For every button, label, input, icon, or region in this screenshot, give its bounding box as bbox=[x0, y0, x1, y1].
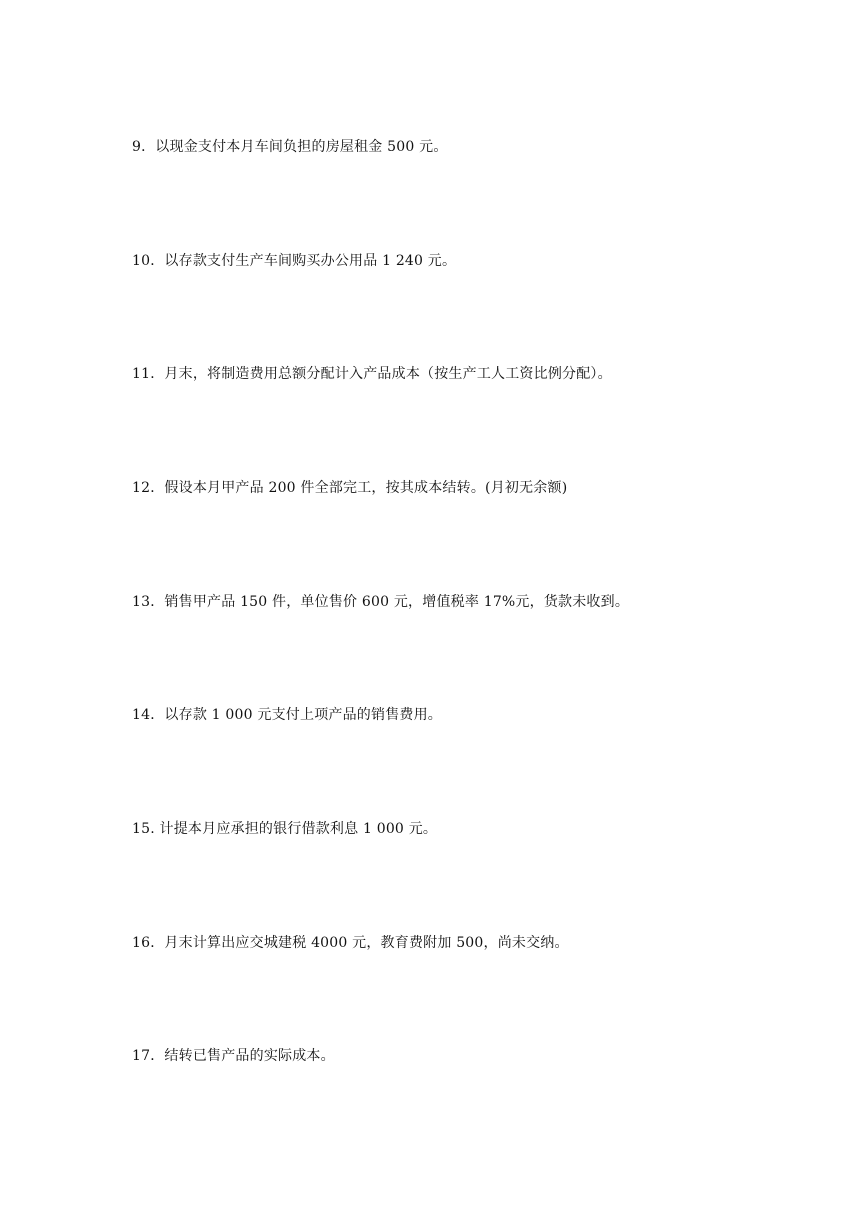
exercise-item-14: 14．以存款 1 000 元支付上项产品的销售费用。 bbox=[132, 707, 442, 723]
exercise-item-15: 15. 计提本月应承担的银行借款利息 1 000 元。 bbox=[132, 821, 438, 837]
exercise-item-16: 16．月末计算出应交城建税 4000 元，教育费附加 500，尚未交纳。 bbox=[132, 935, 569, 951]
exercise-item-10: 10．以存款支付生产车间购买办公用品 1 240 元。 bbox=[132, 253, 457, 269]
exercise-item-13: 13．销售甲产品 150 件，单位售价 600 元，增值税率 17%元，货款未收到。 bbox=[132, 594, 630, 610]
exercise-item-17: 17．结转已售产品的实际成本。 bbox=[132, 1048, 335, 1064]
exercise-item-9: 9．以现金支付本月车间负担的房屋租金 500 元。 bbox=[132, 139, 448, 155]
exercise-item-12: 12．假设本月甲产品 200 件全部完工，按其成本结转。(月初无余额) bbox=[132, 480, 568, 496]
exercise-item-11: 11．月末，将制造费用总额分配计入产品成本（按生产工人工资比例分配）。 bbox=[132, 366, 612, 382]
